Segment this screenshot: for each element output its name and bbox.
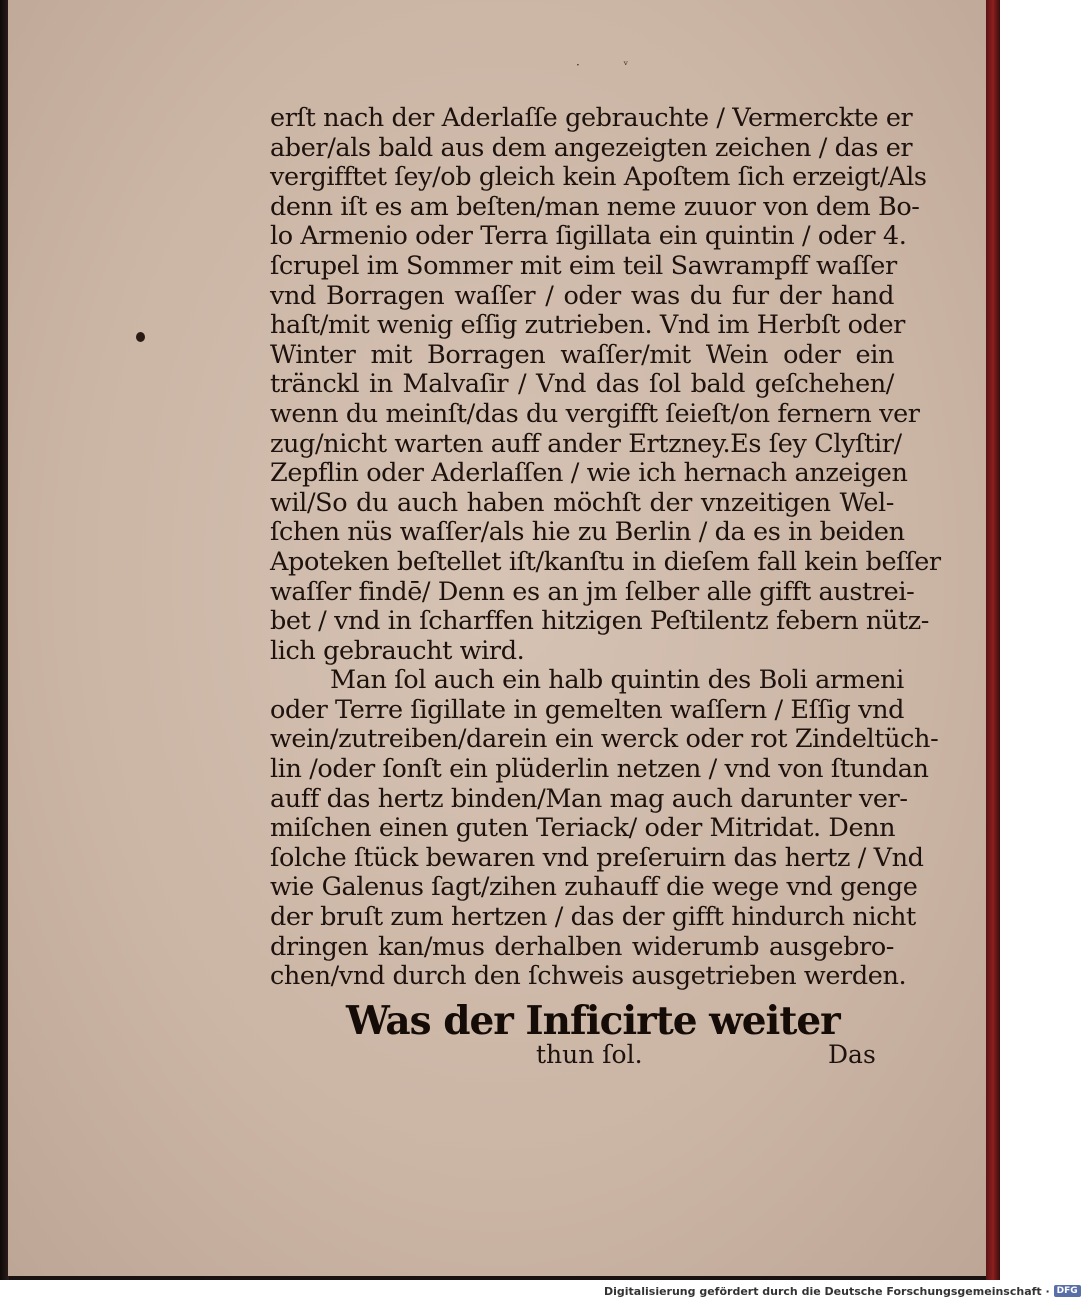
text-line: wie Galenus ſagt/zihen zuhauff die wege vnd genge: [270, 872, 918, 903]
text-line: denn iſt es am beſten/man neme zuuor von dem Bo-: [270, 191, 920, 222]
section-heading: Was der Inficirte weiter: [346, 998, 840, 1044]
text-line: oder Terre ſigillate in gemelten waſſern / Eſſig vnd: [270, 694, 905, 725]
text-line: vergifftet ſey/ob gleich kein Apoſtem ſich erzeigt/Als: [270, 162, 927, 193]
catchword: Das: [828, 1040, 876, 1069]
text-line: haſt/mit wenig eſſig zutrieben. Vnd im Herbſt oder: [270, 310, 905, 341]
text-line: wenn du meinſt/das du vergifft ſeieſt/on fernern ver: [270, 398, 920, 429]
text-line: auff das hertz binden/Man mag auch darunter ver-: [270, 783, 908, 814]
text-line: Winter mit Borragen waſſer/mit Wein oder ein: [270, 339, 894, 370]
text-line: ſcrupel im Sommer mit eim teil Sawrampff waſſer: [270, 250, 897, 281]
text-line: ſolche ſtück bewaren vnd preſeruirn das hertz / Vnd: [270, 842, 924, 873]
text-line: Zepflin oder Aderlaſſen / wie ich hernach anzeigen: [270, 458, 908, 489]
text-line: chen/vnd durch den ſchweis ausgetrieben werden.: [270, 961, 907, 992]
text-line: zug/nicht warten auff ander Ertzney.Es ſey Clyſtir/: [270, 428, 902, 459]
text-line: lin /oder ſonſt ein plüderlin netzen / vnd von ſtundan: [270, 754, 929, 785]
text-line: wil/So du auch haben möchſt der vnzeitigen Wel-: [270, 487, 894, 518]
text-line: bet / vnd in ſcharffen hitzigen Peſtilentz febern nütz-: [270, 606, 930, 637]
text-line: erſt nach der Aderlaſſe gebrauchte / Vermerckte er: [270, 103, 913, 133]
text-line: lo Armenio oder Terra ſigillata ein quintin / oder 4.: [270, 221, 907, 252]
text-line: miſchen einen guten Teriack/ oder Mitridat. Denn: [270, 813, 896, 844]
text-line: wein/zutreiben/darein ein werck oder rot Zindeltüch-: [270, 724, 939, 755]
ink-blot: [136, 332, 145, 342]
text-line: waſſer findē/ Denn es an jm ſelber alle gifft austrei-: [270, 576, 915, 607]
text-line: ſchen nüs waſſer/als hie zu Berlin / da es in beiden: [270, 517, 905, 548]
text-line: vnd Borragen waſſer / oder was du fur der hand: [270, 280, 894, 311]
scan-right-edge: [986, 0, 1000, 1280]
footer-credit-text: Digitalisierung gefördert durch die Deutsche Forschungsgemeinschaft ·: [604, 1284, 1050, 1298]
text-line: Man ſol auch ein halb quintin des Boli armeni: [330, 665, 904, 696]
text-line: der bruſt zum hertzen / das der gifft hindurch nicht: [270, 902, 916, 933]
text-line: Apoteken beſtellet iſt/kanſtu in dieſem fall kein beſſer: [270, 546, 941, 577]
section-subheading: thun ſol.: [536, 1040, 643, 1069]
text-line: aber/als bald aus dem angezeigten zeichen / das er: [270, 132, 913, 163]
footer-credit: [604, 1283, 1081, 1299]
top-mark: · ᵛ: [576, 58, 649, 72]
text-line: dringen kan/mus derhalben widerumb ausgebro-: [270, 931, 894, 962]
book-page: [8, 0, 988, 1276]
text-line: lich gebraucht wird.: [270, 635, 525, 666]
body-text: [270, 103, 941, 992]
dfg-logo-icon: DFG: [1054, 1285, 1081, 1297]
text-line: tränckl in Malvaſir / Vnd das ſol bald geſchehen/: [270, 369, 894, 400]
